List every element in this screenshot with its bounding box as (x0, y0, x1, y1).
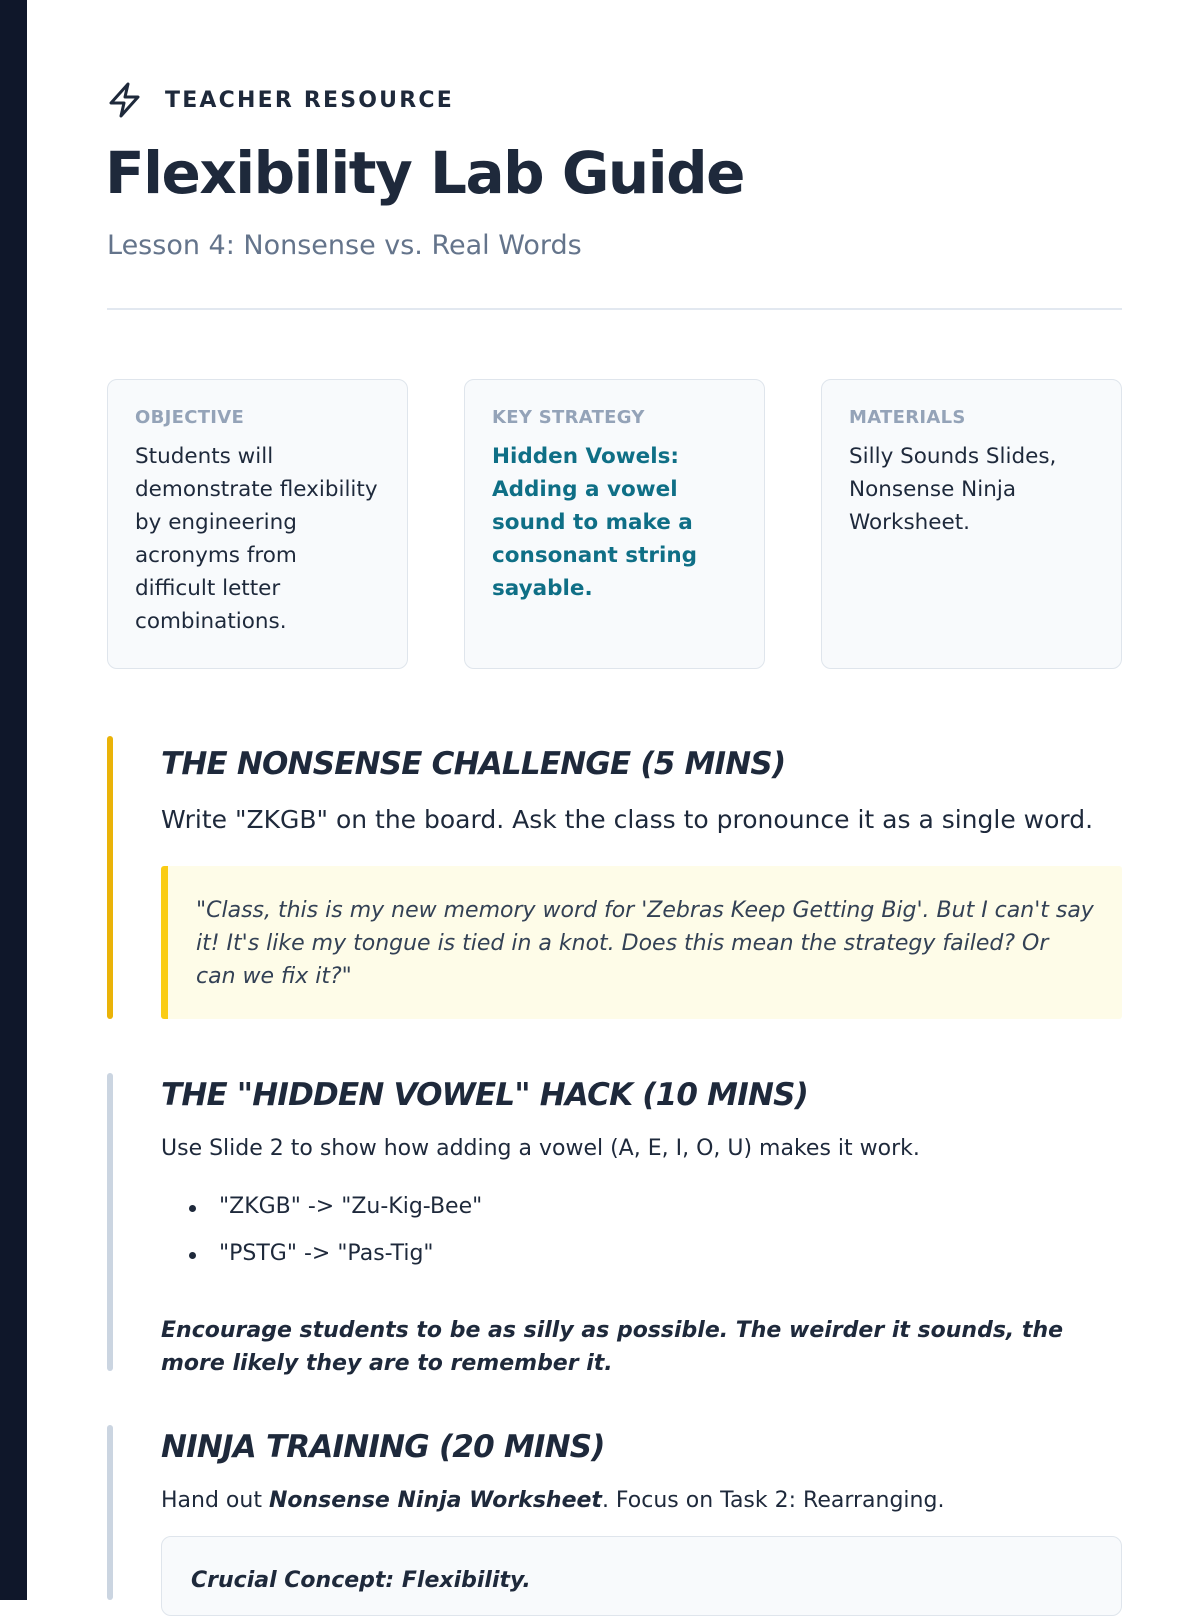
section-accent-bar (107, 1425, 113, 1600)
key-strategy-card (464, 379, 765, 669)
section-text: Write "ZKGB" on the board. Ask the class to pronounce it as a single word. (161, 805, 1094, 834)
section-hidden-vowel-hack (107, 1073, 1122, 1376)
section-accent-bar (107, 736, 113, 1019)
materials-card (821, 379, 1122, 669)
concept-box (161, 1536, 1122, 1616)
card-label: MATERIALS (849, 407, 966, 428)
list-item: "ZKGB" -> "Zu-Kig-Bee" (219, 1191, 482, 1238)
card-label: KEY STRATEGY (492, 407, 645, 428)
eyebrow (107, 80, 454, 120)
worksheet-name: Nonsense Ninja Worksheet (268, 1488, 602, 1513)
section-text (161, 1485, 944, 1517)
list-item: "PSTG" -> "Pas-Tig" (219, 1238, 482, 1285)
text-part: . Focus on Task 2: Rearranging. (601, 1488, 945, 1513)
card-label: OBJECTIVE (135, 407, 245, 428)
left-accent-bar (0, 0, 27, 1600)
objective-card (107, 379, 408, 669)
lightning-bolt-icon (107, 81, 143, 119)
section-title: THE "HIDDEN VOWEL" HACK (10 MINS) (161, 1077, 809, 1113)
section-ninja-training (107, 1425, 1122, 1600)
example-list (161, 1191, 482, 1285)
section-title: THE NONSENSE CHALLENGE (5 MINS) (161, 746, 786, 782)
section-note: Encourage students to be as silly as possible. The weirder it sounds, the more likely they are to remember it. (161, 1318, 1064, 1376)
header-divider (107, 308, 1122, 310)
card-text: Students will demonstrate flexibility by engineering acronyms from difficult letter combinations. (135, 444, 378, 634)
section-text: Use Slide 2 to show how adding a vowel (A, E, I, O, U) makes it work. (161, 1136, 920, 1161)
section-accent-bar (107, 1073, 113, 1371)
text-part: Hand out (161, 1488, 269, 1513)
page-title: Flexibility Lab Guide (105, 139, 744, 207)
section-nonsense-challenge (107, 736, 1122, 1019)
concept-text: Crucial Concept: Flexibility. (191, 1568, 531, 1593)
section-title: NINJA TRAINING (20 MINS) (161, 1429, 605, 1465)
page-subtitle: Lesson 4: Nonsense vs. Real Words (107, 230, 582, 261)
eyebrow-label: TEACHER RESOURCE (165, 87, 454, 113)
card-text: Silly Sounds Slides, Nonsense Ninja Worksheet. (849, 444, 1057, 535)
quote-text: "Class, this is my new memory word for 'Zebras Keep Getting Big'. But I can't say it! It's like my tongue is tied in a knot. Does this mean the strategy failed? Or can we fix it?" (196, 898, 1094, 989)
card-text: Hidden Vowels: Adding a vowel sound to make a consonant string sayable. (492, 444, 698, 601)
teacher-quote (161, 866, 1122, 1019)
